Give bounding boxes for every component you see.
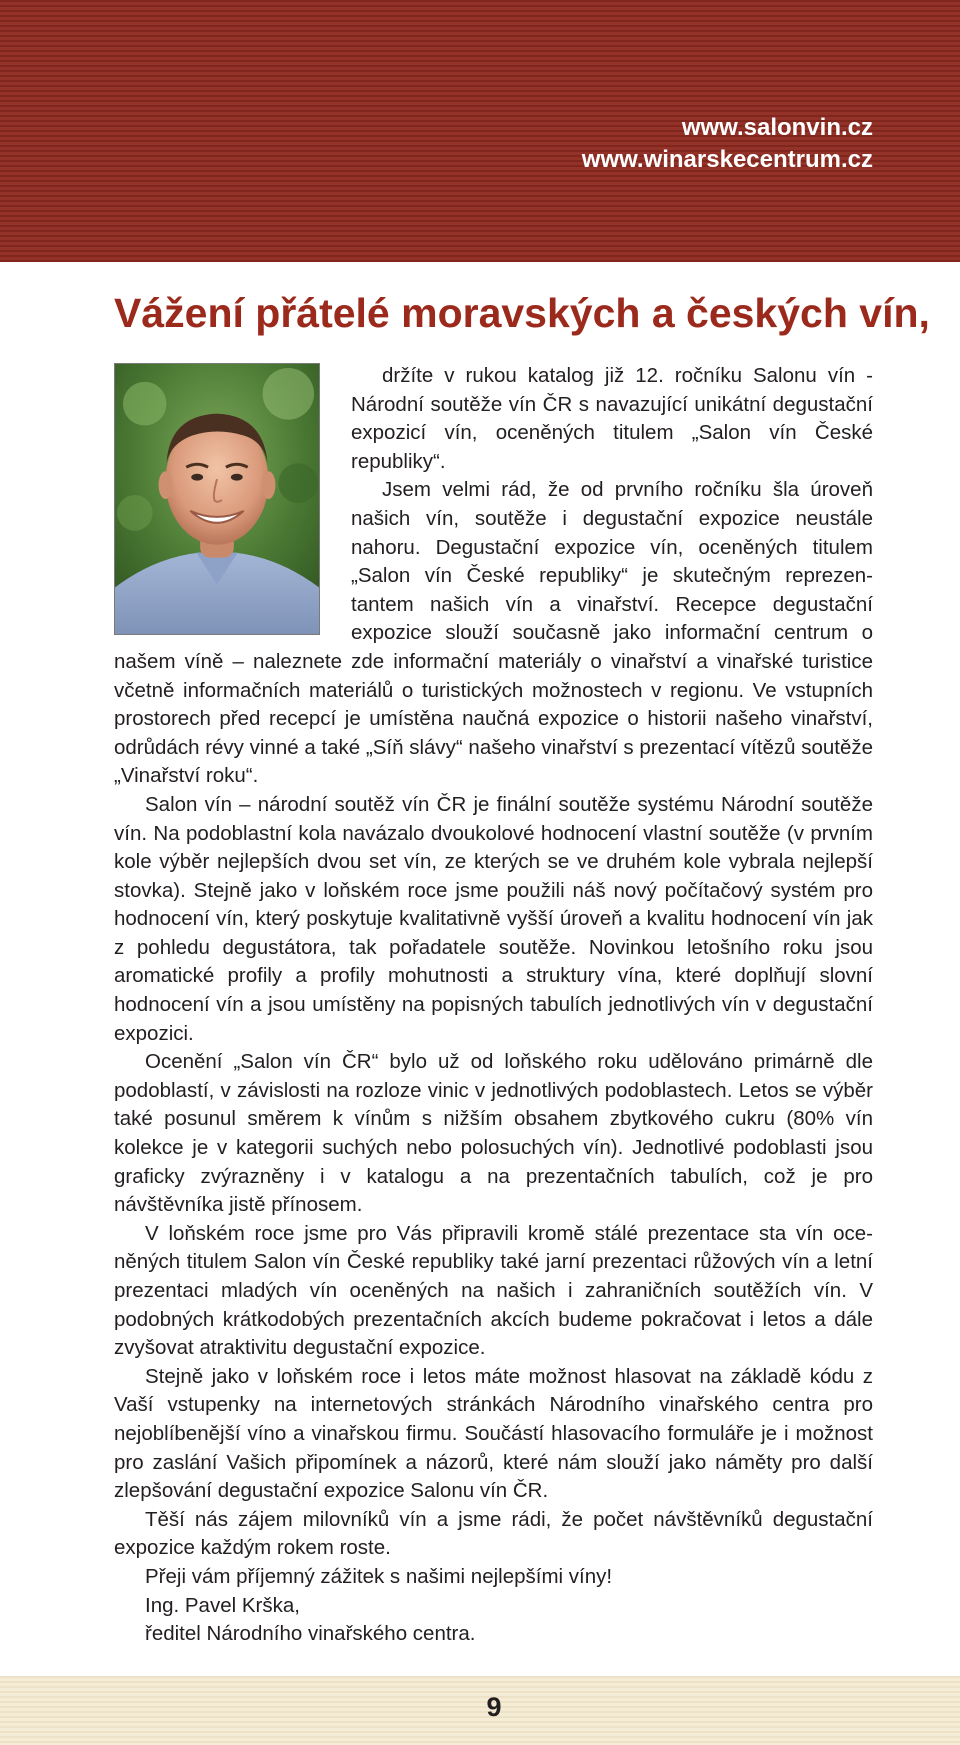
header-links [582, 112, 873, 176]
paragraph: Stejně jako v loňském roce i letos máte možnost hlasovat na základě kódu z Vaší vstupenky na internetových stránkách Národního vinařského centra pro nejoblíbenější víno a vinařskou firmu. Součástí hlasovacího formuláře je i možnost pro zaslání Vašich připomínek a názorů, které nám slouží jako náměty pro další zlepšování degustační expozice Salonu vín ČR. [114, 1364, 873, 1503]
paragraph: Těší nás zájem milovníků vín a jsme rádi, že počet návštěvníků degustační expozice každým rokem roste. [114, 1507, 873, 1560]
paragraph: Salon vín – národní soutěž vín ČR je finální soutěže systému Národní soutěže vín. Na podoblastní kola navázalo dvoukolové hodnocení vlastní soutěže (v prvním kole výběr nejlepších dvou set vín, ze kterých se ve druhém kole vybrala nejlepší stovka). Stejně jako v loňském roce jsme použili náš nový počítačový systém pro hodnocení vín, který poskytuje kvalitativně vyšší úroveň a kvalitu hodnocení vín jak z pohledu degustátora, tak pořadatele soutěže. Novinkou letošního roku jsou aromatické profily a profily mohutnosti a struktury vína, které doplňují slovní hodnocení vín a jsou umístěny na popisných tabulích jednotlivých vín v degustační expozici. [114, 792, 873, 1045]
paragraph: Ocenění „Salon vín ČR“ bylo už od loňského roku udělováno primárně dle podoblastí, v závislosti na rozloze vinic v jednotlivých podoblastech. Letos se výběr také posunul směrem k vínům s nižším obsahem zbytkového cukru (80% vín kolekce je v kategorii suchých nebo polosuchých vín). Jednotlivé podoblasti jsou graficky zvýrazněny i v katalogu a na prezentačních tabulích, což je pro návštěvníka jistě přínosem. [114, 1050, 873, 1217]
signature-name: Ing. Pavel Krška, [145, 1593, 300, 1617]
portrait-illustration [115, 364, 319, 634]
paragraph: Jsem velmi rád, že od prvního ročníku šla úroveň našich vín, soutěže i degustační expozice neustále nahoru. Degustační expozice vín, oceněných titulem „Salon vín České republiky“ je skutečným reprezentantem našich vín a vinařství. Recepce degustační expozice slouží současně jako informační centrum o našem víně – naleznete zde informační materiály o vinařství a vinařské turistice včetně informačních materiálů o turistických možnostech v regionu. Ve vstupních prostorech před recepcí je umístěna naučná expozice o historii našeho vinařství, odrůdách révy vinné a také „Síň slávy“ našeho vinařství s prezentací vítězů soutěže „Vinařství roku“. [114, 478, 873, 788]
page-number: 9 [486, 1692, 502, 1722]
signature [114, 1592, 873, 1649]
page-title: Vážení přátelé moravských a českých vín, [114, 290, 930, 336]
portrait-photo [114, 363, 320, 635]
paragraph: V loňském roce jsme pro Vás připravili kromě stálé prezentace sta vín oceněných titulem Salon vín České republiky také jarní prezentaci růžových vín a letní prezentaci mladých vín oceněných na našich i zahraničních soutěžích vín. V podobných krátkodobých prezentačních akcích budeme pokračovat i letos a dále zvyšovat atraktivitu degustační expozice. [114, 1221, 873, 1360]
letter-body [114, 362, 873, 1649]
link-winarskecentrum[interactable]: www.winarskecentrum.cz [581, 146, 873, 173]
signature-role: ředitel Národního vinařského centra. [145, 1622, 476, 1646]
paragraph: držíte v rukou katalog již 12. ročníku Salonu vín - Národní soutěže vín ČR s navazující unikátní degustační expozicí vín, oceněných titulem „Salon vín České republiky“. [351, 364, 873, 473]
header-band [0, 0, 960, 262]
link-salonvin[interactable]: www.salonvin.cz [681, 114, 873, 141]
paragraph: Přeji vám příjemný zážitek s našimi nejlepšími víny! [145, 1564, 613, 1588]
